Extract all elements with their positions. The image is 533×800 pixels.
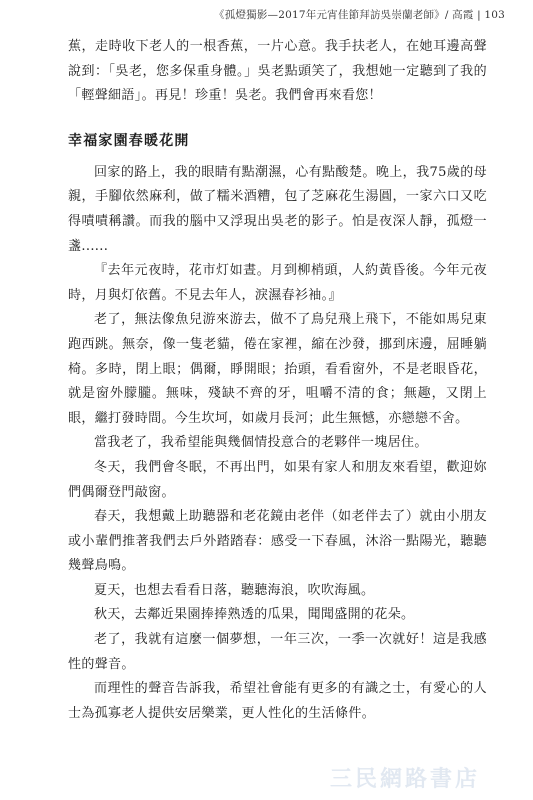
paragraph: 秋天，去鄰近果園捧捧熟透的瓜果，聞聞盛開的花朵。 (94, 607, 415, 623)
page-header: 《孤燈獨影—2017年元宵佳節拜訪吳崇蘭老師》/ 高霞 | 103 (214, 9, 505, 21)
paragraph: 春天，我想戴上助聽器和老花鏡由老伴（如老伴去了）就由小朋友或小輩們推著我們去戶外踏踏春：感受一下春風，沐浴一點陽光，聽聽幾聲鳥鳴。 (68, 509, 487, 574)
poem-quote: 『去年元夜時，花市灯如晝。月到柳梢頭，人約黃昏後。今年元夜時，月與灯依舊。不見去年人，淚濕春衫袖。』 (68, 263, 487, 303)
paragraph: 蕉，走時收下老人的一根香蕉，一片心意。我手扶老人，在她耳邊高聲說到：「吳老，您多保重身體。」吳老點頭笑了，我想她一定聽到了我的「輕聲細語」。再見！珍重！吳老。我們會再來看您！ (68, 39, 487, 104)
paragraph: 而理性的聲音告訴我，希望社會能有更多的有識之士，有愛心的人士為孤寡老人提供安居樂業，更人性化的生活條件。 (68, 681, 487, 721)
paragraph: 老了，無法像魚兒游來游去，做不了鳥兒飛上飛下，不能如馬兒東跑西跳。無奈，像一隻老貓，倦在家裡，縮在沙發，挪到床邊，屈睡躺椅。多時，閉上眼；偶爾，睜開眼；抬頭，看看窗外，不是老眼昏花，就是窗外朦朧。無味，殘缺不齊的牙，咀嚼不清的食；無趣，又閉上眼，繼打發時間。今生坎坷，如歲月長河；此生無憾，亦戀戀不舍。 (68, 312, 487, 426)
page-body (68, 35, 487, 726)
section-heading (68, 129, 487, 153)
section-title: 幸福家園春暖花開 (68, 132, 190, 149)
paragraph: 冬天，我們會冬眠，不再出門，如果有家人和朋友來看望，歡迎妳們偶爾登門敲窗。 (68, 459, 487, 500)
paragraph: 夏天，也想去看看日落，聽聽海浪，吹吹海風。 (94, 582, 375, 598)
watermark-logo: 三民網路書店 (330, 766, 481, 792)
paragraph: 當我老了，我希望能與幾個情投意合的老夥伴一塊居住。 (94, 435, 428, 451)
paragraph: 回家的路上，我的眼睛有點潮濕，心有點酸楚。晚上，我75歲的母親，手腳依然麻利，做了糯米酒糟，包了芝麻花生湯圓，一家六口又吃得嘖嘖稱讚。而我的腦中又浮現出吳老的影子。怕是夜深人靜，孤燈一盞...... (68, 164, 487, 254)
paragraph: 老了，我就有這麼一個夢想，一年三次，一季一次就好！這是我感性的聲音。 (68, 632, 487, 672)
